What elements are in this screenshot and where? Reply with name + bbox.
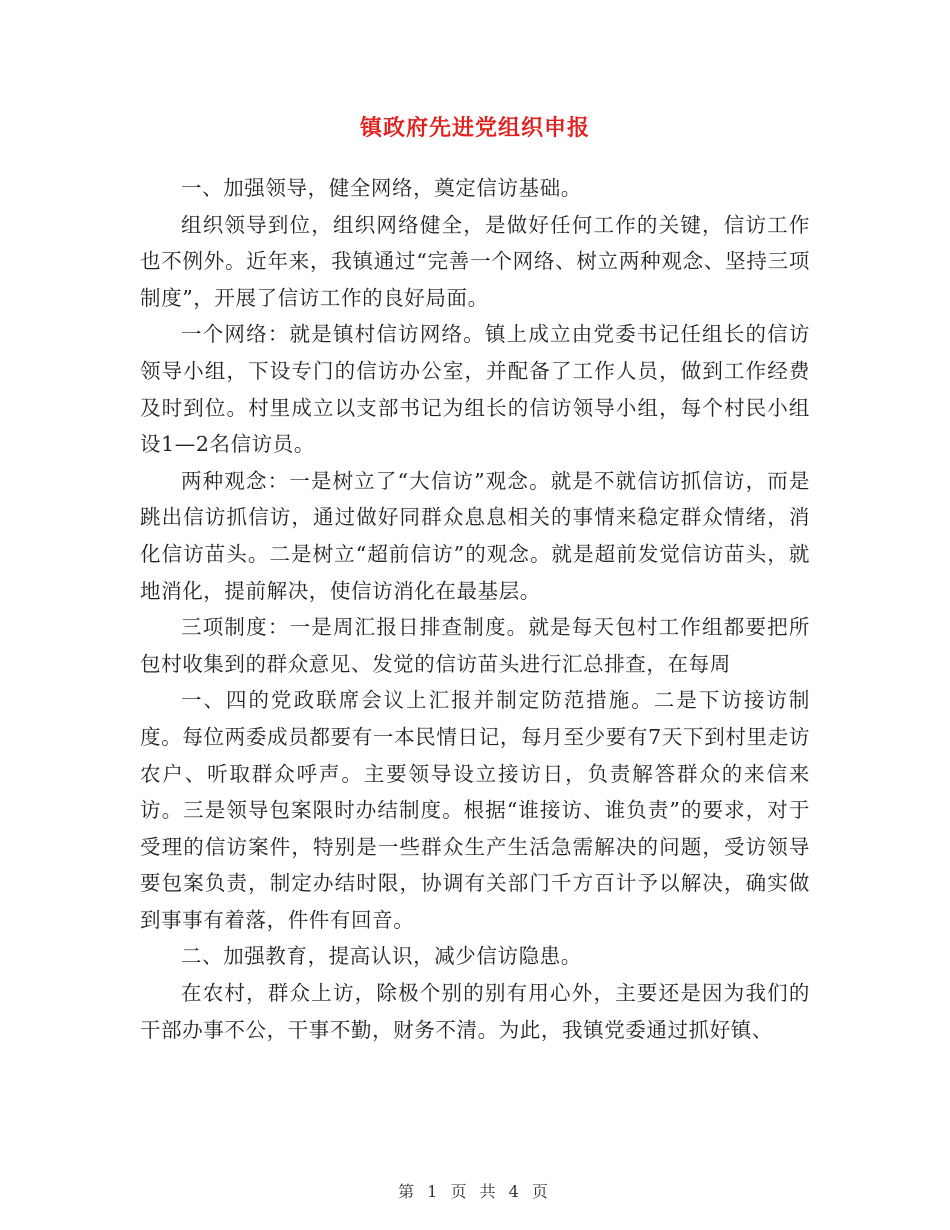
paragraph-section-heading-2: 二、加强教育，提高认识，减少信访隐患。: [181, 944, 582, 969]
document-body: [140, 170, 810, 1048]
paragraph: 一、四的党政联席会议上汇报并制定防范措施。二是下访接访制度。每位两委成员都要有一本民情日记，每月至少要有7天下到村里走访农户、听取群众呼声。主要领导设立接访日，负责解答群众的来信来访。三是领导包案限时办结制度。根据“谁接访、谁负责”的要求，对于受理的信访案件，特别是一些群众生产生活急需解决的问题，受访领导要包案负责，制定办结时限，协调有关部门千方百计予以解决，确实做到事事有着落，件件有回音。: [140, 688, 810, 932]
document-title: 镇政府先进党组织申报: [359, 115, 590, 141]
paragraph: 一个网络：就是镇村信访网络。镇上成立由党委书记任组长的信访领导小组，下设专门的信访办公室，并配备了工作人员，做到工作经费及时到位。村里成立以支部书记为组长的信访领导小组，每个村民小组设1—2名信访员。: [140, 322, 810, 457]
paragraph-section-heading-1: 一、加强领导，健全网络，奠定信访基础。: [181, 176, 582, 200]
page-footer: 第 1 页 共 4 页: [398, 1182, 552, 1201]
paragraph: 组织领导到位，组织网络健全，是做好任何工作的关键，信访工作也不例外。近年来，我镇通过“完善一个网络、树立两种观念、坚持三项制度”，开展了信访工作的良好局面。: [140, 212, 810, 310]
paragraph: 三项制度：一是周汇报日排查制度。就是每天包村工作组都要把所包村收集到的群众意见、发觉的信访苗头进行汇总排查，在每周: [140, 615, 810, 676]
paragraph: 两种观念：一是树立了“大信访”观念。就是不就信访抓信访，而是跳出信访抓信访，通过做好同群众息息相关的事情来稳定群众情绪，消化信访苗头。二是树立“超前信访”的观念。就是超前发觉信访苗头，就地消化，提前解决，使信访消化在最基层。: [140, 468, 810, 603]
paragraph: 在农村，群众上访，除极个别的别有用心外，主要还是因为我们的干部办事不公，干事不勤，财务不清。为此，我镇党委通过抓好镇、: [140, 981, 810, 1042]
